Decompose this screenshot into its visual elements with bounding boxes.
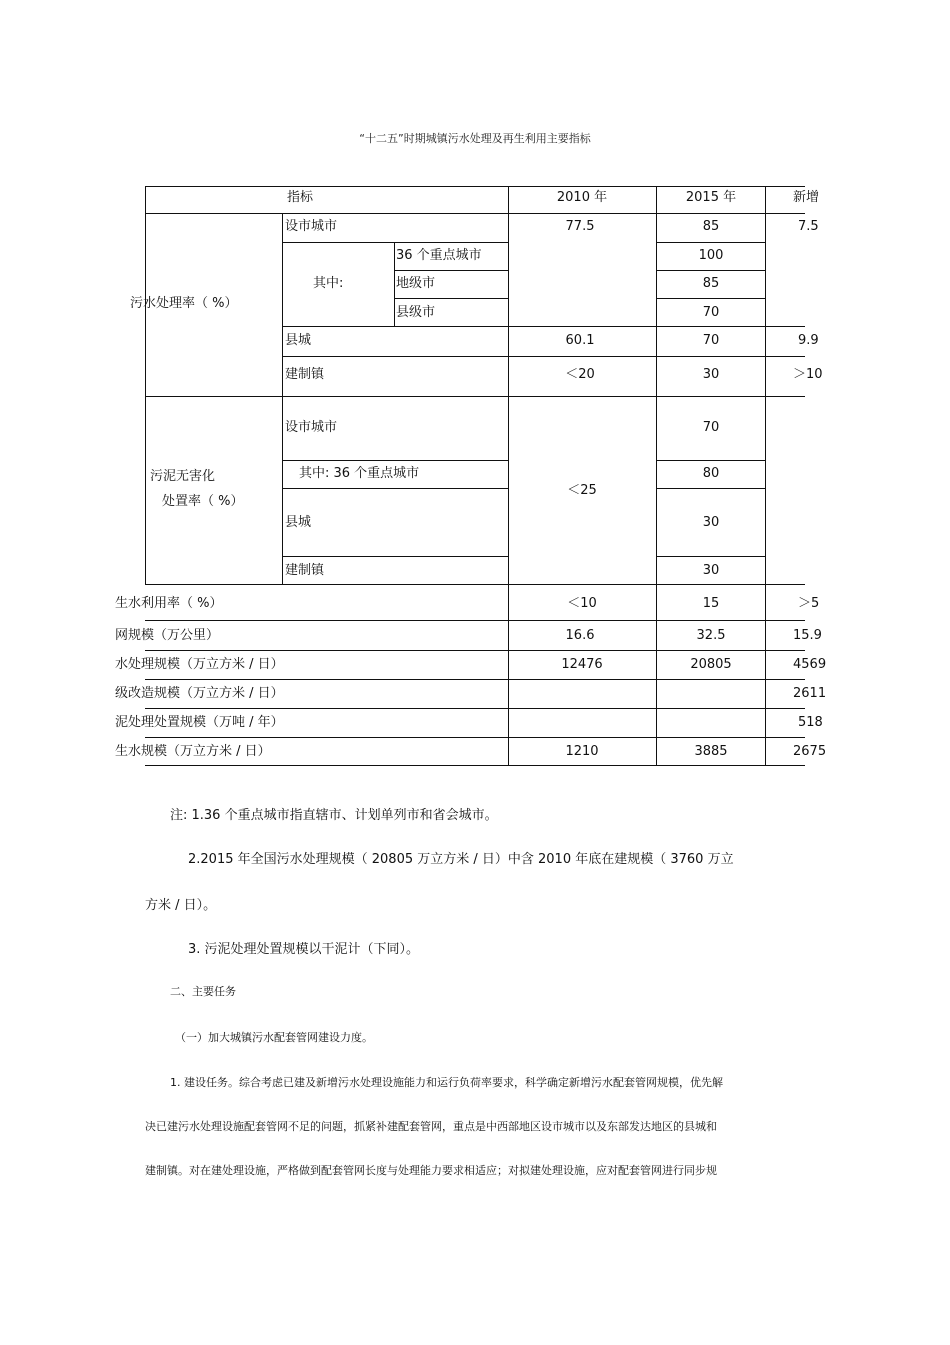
table-rule xyxy=(145,650,805,651)
table-rule xyxy=(656,460,766,461)
cell-2015: 100 xyxy=(698,248,724,263)
table-rule xyxy=(508,186,509,765)
table-rule xyxy=(145,620,805,621)
cell-added: 9.9 xyxy=(798,333,819,348)
section-heading: 二、主要任务 xyxy=(170,985,236,998)
cell-2010: 12476 xyxy=(561,657,603,672)
cell-2015: 32.5 xyxy=(696,628,726,643)
cell-added: 2675 xyxy=(793,744,827,759)
cell-2015: 30 xyxy=(702,515,720,530)
row-label: 设市城市 xyxy=(285,420,338,435)
table-rule xyxy=(145,213,805,214)
row-label: 生水规模（万立方米 / 日） xyxy=(115,744,271,759)
cell-2010: ＜25 xyxy=(567,483,597,498)
cell-2015: 30 xyxy=(702,367,720,382)
table-rule xyxy=(283,242,508,243)
table-rule xyxy=(145,396,805,397)
cell-added: 2611 xyxy=(793,686,827,701)
row-label: 网规模（万公里） xyxy=(115,628,220,643)
cell-added: 15.9 xyxy=(793,628,822,643)
table-rule xyxy=(656,298,766,299)
cell-2015: 3885 xyxy=(694,744,728,759)
cell-added: 7.5 xyxy=(798,219,819,234)
table-rule xyxy=(282,396,283,584)
qizhong-label: 其中: xyxy=(313,276,344,291)
paragraph-line: 建制镇。对在建处理设施，严格做到配套管网长度与处理能力要求相适应；对拟建处理设施，应对配套管网进行同步规 xyxy=(145,1164,717,1177)
cell-2010: 1210 xyxy=(565,744,599,759)
row-label: 级改造规模（万立方米 / 日） xyxy=(115,686,284,701)
subsection-heading: （一）加大城镇污水配套管网建设力度。 xyxy=(175,1031,373,1044)
header-2010: 2010 年 xyxy=(556,190,608,205)
cell-added: 518 xyxy=(798,715,823,730)
table-rule xyxy=(145,679,805,680)
cell-2010: 60.1 xyxy=(565,333,595,348)
row-label: 地级市 xyxy=(396,276,436,291)
row-label: 县级市 xyxy=(396,305,436,320)
cell-2015: 80 xyxy=(702,466,720,481)
row-label: 泥处理处置规模（万吨 / 年） xyxy=(115,715,284,730)
cell-2015: 20805 xyxy=(690,657,732,672)
group-sludge-label-line2: 处置率（ %） xyxy=(162,494,244,509)
row-label: 36 个重点城市 xyxy=(396,248,482,263)
table-rule xyxy=(395,270,508,271)
row-label: 设市城市 xyxy=(285,219,338,234)
table-rule xyxy=(145,186,805,187)
note-2-line1: 2.2015 年全国污水处理规模（ 20805 万立方米 / 日）中含 2010 年底在建规模（ 3760 万立 xyxy=(188,852,734,867)
table-rule xyxy=(283,488,508,489)
group-sludge-label-line1: 污泥无害化 xyxy=(150,469,216,484)
table-rule xyxy=(282,213,283,396)
table-rule xyxy=(656,270,766,271)
table-rule xyxy=(283,326,805,327)
cell-added: ＞10 xyxy=(793,367,823,382)
table-rule xyxy=(145,584,805,585)
cell-2015: 70 xyxy=(702,420,720,435)
cell-2015: 70 xyxy=(702,305,720,320)
table-rule xyxy=(656,242,766,243)
cell-2015: 85 xyxy=(702,219,720,234)
table-rule xyxy=(145,765,805,766)
row-label: 建制镇 xyxy=(285,563,325,578)
cell-2010: ＜20 xyxy=(565,367,595,382)
cell-2015: 70 xyxy=(702,333,720,348)
table-rule xyxy=(283,356,805,357)
cell-2015: 15 xyxy=(702,596,720,611)
cell-2010: 16.6 xyxy=(565,628,595,643)
cell-2015: 30 xyxy=(702,563,720,578)
header-added: 新增 xyxy=(793,190,820,205)
table-rule xyxy=(283,556,508,557)
paragraph-line: 决已建污水处理设施配套管网不足的问题，抓紧补建配套管网，重点是中西部地区设市城市以及东部发达地区的县城和 xyxy=(145,1120,717,1133)
note-3: 3. 污泥处理处置规模以干泥计（下同）。 xyxy=(188,942,420,957)
row-label: 县城 xyxy=(285,333,312,348)
table-rule xyxy=(765,186,766,765)
table-rule xyxy=(145,737,805,738)
row-label: 建制镇 xyxy=(285,367,325,382)
document-title: “十二五”时期城镇污水处理及再生利用主要指标 xyxy=(359,132,591,145)
group-sewage-rate-label: 污水处理率（ %） xyxy=(130,296,238,311)
note-1: 注: 1.36 个重点城市指直辖市、计划单列市和省会城市。 xyxy=(170,808,498,823)
table-rule xyxy=(394,242,395,326)
row-label: 其中: 36 个重点城市 xyxy=(299,466,420,481)
table-rule xyxy=(283,460,508,461)
row-label: 县城 xyxy=(285,515,312,530)
table-rule xyxy=(145,708,805,709)
cell-2015: 85 xyxy=(702,276,720,291)
note-2-line2: 方米 / 日）。 xyxy=(145,898,217,913)
cell-added: ＞5 xyxy=(798,596,820,611)
row-label: 生水利用率（ %） xyxy=(115,596,223,611)
header-indicator: 指标 xyxy=(286,190,314,205)
table-rule xyxy=(656,488,766,489)
table-rule xyxy=(395,298,508,299)
table-rule xyxy=(656,556,766,557)
table-rule xyxy=(145,186,146,213)
header-2015: 2015 年 xyxy=(685,190,737,205)
paragraph-line: 1. 建设任务。综合考虑已建及新增污水处理设施能力和运行负荷率要求，科学确定新增污水配套管网规模，优先解 xyxy=(170,1076,723,1089)
row-label: 水处理规模（万立方米 / 日） xyxy=(115,657,284,672)
table-rule xyxy=(656,186,657,765)
cell-2010: 77.5 xyxy=(565,219,595,234)
cell-2010: ＜10 xyxy=(567,596,597,611)
table-rule xyxy=(145,396,146,584)
cell-added: 4569 xyxy=(793,657,827,672)
